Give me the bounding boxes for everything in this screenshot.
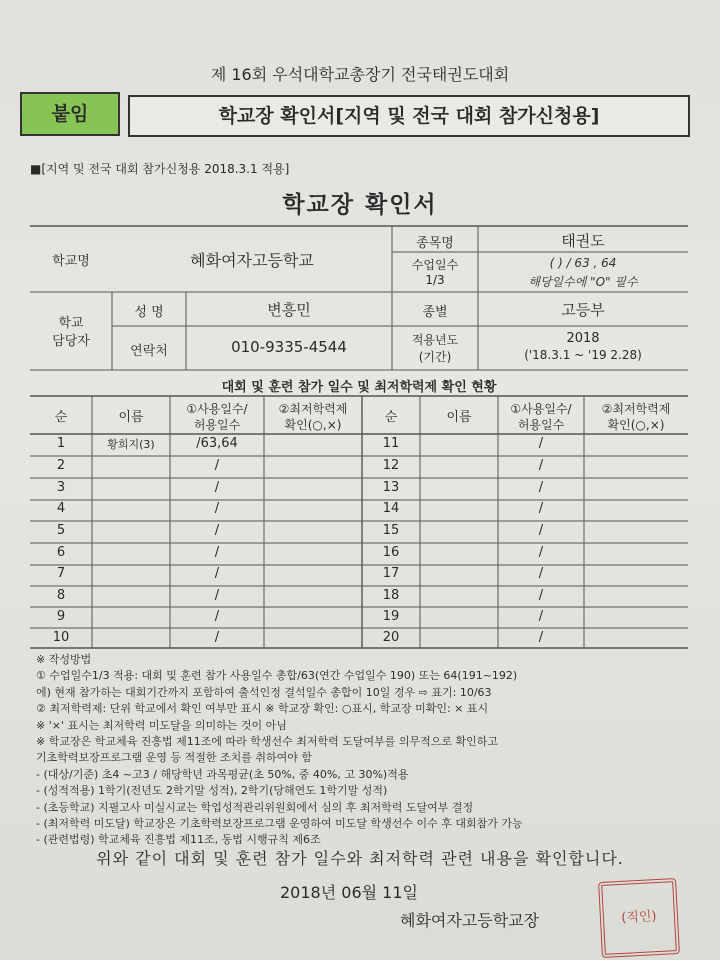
row-8-no2: 18: [382, 588, 400, 603]
row-8-days: /: [214, 588, 220, 603]
row-1-days2: /: [538, 436, 544, 451]
row-4-days2: /: [538, 501, 544, 516]
col-header-min-right-2: 확인(○,×): [607, 418, 665, 432]
col-header-days-right-2: 허용일수: [517, 418, 565, 432]
row-4-no: 4: [56, 501, 66, 516]
year-label-1: 적용년도: [411, 333, 459, 347]
row-2-days: /: [214, 458, 220, 473]
row-6-days2: /: [538, 545, 544, 560]
row-1-days: /63,64: [196, 436, 238, 451]
form-subtitle: ■[지역 및 전국 대회 참가신청용 2018.3.1 적용]: [30, 162, 290, 176]
note-1a: ① 수업일수1/3 적용: 대회 및 훈련 참가 사용일수 총합/63(연간 수업일수 190) 또는 64(191~192): [36, 669, 518, 683]
official-seal: (직인): [598, 878, 680, 958]
row-10-days2: /: [538, 630, 544, 645]
teacher-label-1: 학교: [58, 316, 84, 331]
row-2-no2: 12: [382, 458, 400, 473]
school-label: 학교명: [52, 254, 90, 269]
row-7-no2: 17: [382, 566, 400, 581]
confirmation-statement: 위와 같이 대회 및 훈련 참가 일수와 최저학력 관련 내용을 확인합니다.: [96, 849, 624, 868]
row-10-no2: 20: [382, 630, 400, 645]
school-name: 혜화여자고등학교: [190, 251, 314, 270]
col-header-min-right-1: ②최저학력제: [601, 402, 671, 416]
row-7-no: 7: [56, 566, 66, 581]
row-1-name: 황희지(3): [107, 438, 155, 451]
note-2: ② 최저학력제: 단위 학교에서 확인 여부만 표시 ※ 학교장 확인: ○표시, 학교장 미확인: × 표시: [36, 702, 489, 716]
col-header-days-2: 허용일수: [193, 418, 241, 432]
category-value: 고등부: [561, 301, 605, 319]
row-6-no: 6: [56, 545, 66, 560]
row-8-no: 8: [56, 588, 66, 603]
phone-value: 010-9335-4544: [231, 338, 347, 356]
days-label-1: 수업일수: [411, 258, 459, 272]
col-header-min-1: ②최저학력제: [278, 402, 348, 416]
row-2-days2: /: [538, 458, 544, 473]
row-1-no2: 11: [382, 436, 400, 451]
year-period: ('18.3.1 ~ '19 2.28): [524, 348, 642, 362]
row-7-days: /: [214, 566, 220, 581]
note-1b: 에) 현재 참가하는 대회기간까지 포함하여 출석인정 결석일수 총합이 10일 경우 ⇨ 표기: 10/63: [36, 685, 492, 699]
note-7: - (초등학교) 지필고사 미실시교는 학업성적관리위원회에서 심의 후 최저학력 도달여부 결정: [36, 800, 474, 814]
instructions: [36, 652, 523, 849]
instructions-head: ※ 작성방법: [36, 653, 92, 666]
row-3-no: 3: [56, 480, 66, 495]
col-header-name-right: 이름: [446, 410, 472, 425]
row-6-days: /: [214, 545, 220, 560]
note-5: - (대상/기준) 초4 ~고3 / 해당학년 과목평균(초 50%, 중 40%, 고 30%)적용: [36, 767, 409, 781]
row-8-days2: /: [538, 588, 544, 603]
teacher-label-2: 담당자: [52, 334, 90, 349]
row-9-no: 9: [56, 609, 66, 624]
row-2-no: 2: [56, 458, 66, 473]
note-9: - (관련법령) 학교체육 진흥법 제11조, 동법 시행규칙 제6조: [36, 833, 321, 847]
year-value: 2018: [566, 331, 600, 346]
col-header-days-1: ①사용일수/: [186, 402, 248, 416]
teacher-name-label: 성 명: [134, 305, 164, 320]
row-9-days2: /: [538, 609, 544, 624]
row-3-days: /: [214, 480, 220, 495]
col-header-days-right-1: ①사용일수/: [510, 402, 572, 416]
row-5-days2: /: [538, 523, 544, 538]
section-title: 대회 및 훈련 참가 일수 및 최저학력제 확인 현황: [221, 380, 497, 395]
row-4-no2: 14: [382, 501, 400, 516]
form-title: 학교장 확인서[지역 및 전국 대회 참가신청용]: [128, 95, 690, 137]
row-5-no2: 15: [382, 523, 400, 538]
principal-signature: 혜화여자고등학교장: [400, 911, 540, 930]
row-3-no2: 13: [382, 480, 400, 495]
days-note: 해당일수에 "O" 필수: [528, 275, 638, 289]
row-7-days2: /: [538, 566, 544, 581]
row-3-days2: /: [538, 480, 544, 495]
issue-date: 2018년 06월 11일: [280, 883, 418, 902]
row-5-days: /: [214, 523, 220, 538]
category-label: 종별: [422, 305, 448, 320]
phone-label: 연락처: [130, 344, 168, 359]
col-header-name: 이름: [118, 410, 144, 425]
row-5-no: 5: [56, 523, 66, 538]
teacher-name: 변흥민: [267, 301, 311, 319]
row-9-no2: 19: [382, 609, 400, 624]
event-title: 제 16회 우석대학교총장기 전국태권도대회: [210, 65, 510, 84]
year-label-2: (기간): [418, 350, 452, 364]
col-header-min-2: 확인(○,×): [284, 418, 342, 432]
document-title: 학교장 확인서: [282, 192, 438, 218]
row-9-days: /: [214, 609, 220, 624]
note-6: - (성적적용) 1학기(전년도 2학기말 성적), 2학기(당해연도 1학기말 성적): [36, 784, 388, 798]
note-3: ※ '×' 표시는 최저학력 미도달을 의미하는 것이 아님: [36, 718, 287, 732]
row-1-no: 1: [56, 436, 66, 451]
attachment-label: 붙임: [20, 92, 120, 136]
days-value: ( ) / 63 , 64: [549, 256, 617, 270]
col-header-no: 순: [54, 410, 68, 425]
note-4a: ※ 학교장은 학교체육 진흥법 제11조에 따라 학생선수 최저학력 도달여부를 의무적으로 확인하고: [36, 735, 498, 749]
sport-value: 태권도: [561, 232, 605, 250]
note-8: - (최저학력 미도달) 학교장은 기초학력보장프로그램 운영하여 미도달 학생선수 이수 후 대회참가 가능: [36, 817, 523, 831]
note-4b: 기초학력보장프로그램 운영 등 적절한 조치를 취하여야 함: [36, 751, 313, 765]
row-4-days: /: [214, 501, 220, 516]
col-header-no-right: 순: [384, 410, 398, 425]
row-10-no: 10: [52, 630, 70, 645]
row-6-no2: 16: [382, 545, 400, 560]
days-label-2: 1/3: [425, 273, 445, 287]
sport-label: 종목명: [416, 236, 454, 251]
row-10-days: /: [214, 630, 220, 645]
